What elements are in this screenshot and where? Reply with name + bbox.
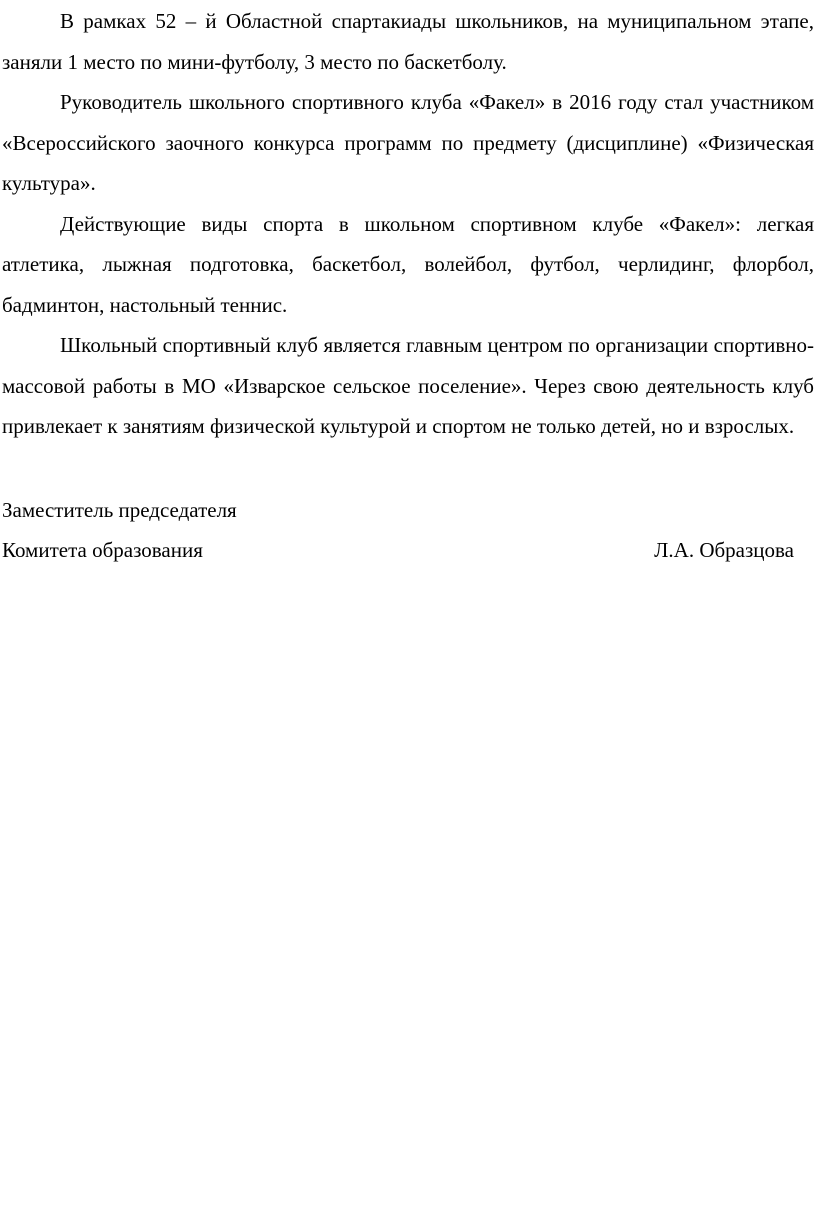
signature-title-line-1 [2, 490, 814, 531]
paragraph-club-leader-contest: Руководитель школьного спортивного клуба «Факел» в 2016 году стал участником «Всероссийского заочного конкурса программ по предмету (дисциплине) «Физическая культура». [2, 90, 814, 195]
signature-block [2, 490, 814, 571]
signature-name: Л.А. Образцова [654, 538, 794, 562]
paragraph-sports-list: Действующие виды спорта в школьном спортивном клубе «Факел»: легкая атлетика, лыжная подготовка, баскетбол, волейбол, футбол, черлидинг, флорбол, бадминтон, настольный теннис. [2, 211, 814, 317]
paragraph-club-role: Школьный спортивный клуб является главным центром по организации спортивно-массовой работы в МО «Изварское сельское поселение». Через свою деятельность клуб привлекает к занятиям физической культурой и спортом не только детей, но и взрослых. [2, 333, 814, 438]
signature-position: Заместитель председателя [2, 497, 237, 522]
paragraph-competition-results: В рамках 52 – й Областной спартакиады школьников, на муниципальном этапе, заняли 1 место по мини-футболу, 3 место по баскетболу. [2, 9, 814, 74]
signature-title-line-2 [2, 530, 814, 571]
signature-organization: Комитета образования [2, 538, 203, 562]
document-body [2, 1, 814, 447]
